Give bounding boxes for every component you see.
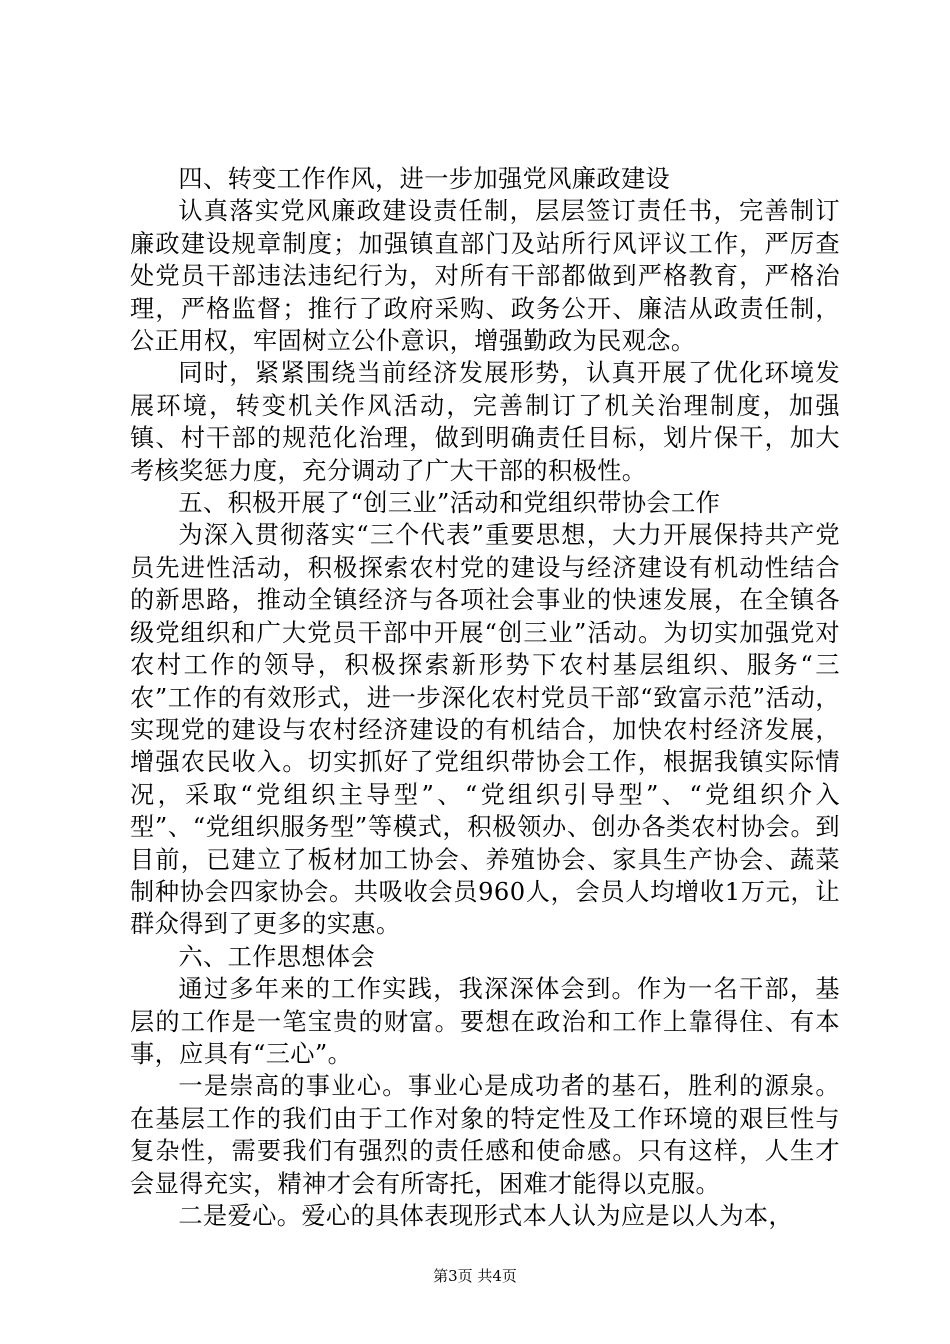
paragraph: 一是崇高的事业心。事业心是成功者的基石，胜利的源泉。在基层工作的我们由于工作对象的特定性及工作环境的艰巨性与复杂性，需要我们有强烈的责任感和使命感。只有这样，人生才会显得充实，精神才会有所寄托，困难才能得以克服。 <box>130 1072 840 1198</box>
paragraph: 同时，紧紧围绕当前经济发展形势，认真开展了优化环境发展环境，转变机关作风活动，完善制订了机关治理制度，加强镇、村干部的规范化治理，做到明确责任目标，划片保干，加大考核奖惩力度，充分调动了广大干部的积极性。 <box>130 359 840 485</box>
section-heading-5: 五、积极开展了“创三业”活动和党组织带协会工作 <box>178 489 721 518</box>
section-heading-6: 六、工作思想体会 <box>178 942 376 971</box>
paragraph: 通过多年来的工作实践，我深深体会到。作为一名干部，基层的工作是一笔宝贵的财富。要想在政治和工作上靠得住、有本事，应具有“三心”。 <box>130 975 840 1068</box>
paragraph: 二是爱心。爱心的具体表现形式本人认为应是以人为本， <box>178 1202 794 1230</box>
page-number-footer: 第3页 共4页 <box>433 1267 517 1285</box>
paragraph: 认真落实党风廉政建设责任制，层层签订责任书，完善制订廉政建设规章制度；加强镇直部门及站所行风评议工作，严厉查处党员干部违法违纪行为，对所有干部都做到严格教育，严格治理，严格监督；推行了政府采购、政务公开、廉洁从政责任制，公正用权，牢固树立公仆意识，增强勤政为民观念。 <box>130 197 840 356</box>
section-heading-4: 四、转变工作作风，进一步加强党风廉政建设 <box>178 165 671 193</box>
paragraph: 为深入贯彻落实“三个代表”重要思想，大力开展保持共产党员先进性活动，积极探索农村党的建设与经济建设有机动性结合的新思路，推动全镇经济与各项社会事业的快速发展，在全镇各级党组织和广大党员干部中开展“创三业”活动。为切实加强党对农村工作的领导，积极探索新形势下农村基层组织、服务“三农”工作的有效形式，进一步深化农村党员干部“致富示范”活动，实现党的建设与农村经济建设的有机结合，加快农村经济发展，增强农民收入。切实抓好了党组织带协会工作，根据我镇实际情况，采取“党组织主导型”、“党组织引导型”、“党组织介入型”、“党组织服务型”等模式，积极领办、创办各类农村协会。到目前，已建立了板材加工协会、养殖协会、家具生产协会、蔬菜制种协会四家协会。共吸收会员960人，会员人均增收1万元，让群众得到了更多的实惠。 <box>130 521 840 939</box>
document-body <box>130 163 840 1232</box>
